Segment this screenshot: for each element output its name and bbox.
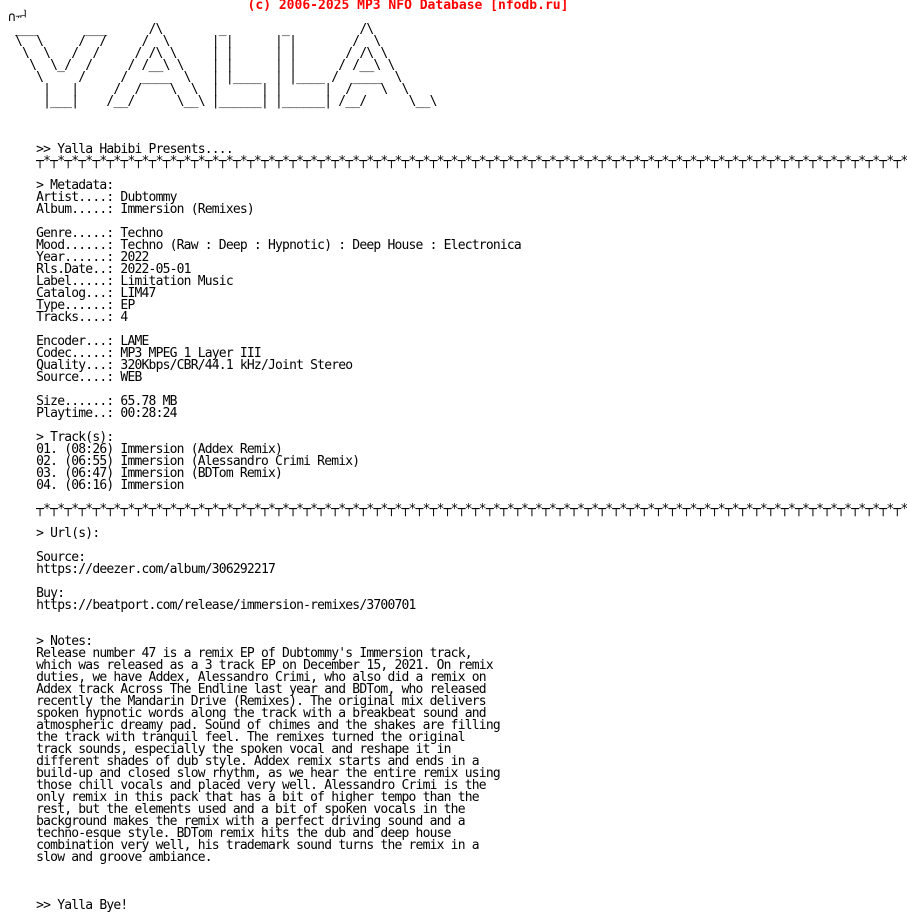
track-item: 04. (06:16) Immersion (36, 478, 184, 493)
notes-line: spoken hypnotic words along the track with a breakbeat sound and (36, 706, 486, 721)
source-label: Source: (36, 550, 86, 565)
notes-line: build-up and closed slow rhythm, as we hear the entire remix using (36, 766, 500, 781)
source-url: https://deezer.com/album/306292217 (36, 562, 276, 577)
meta-mood: Mood......: Techno (Raw : Deep : Hypnotic) : Deep House : Electronica (36, 238, 521, 253)
buy-label: Buy: (36, 586, 65, 601)
meta-size: Size......: 65.78 MB (36, 394, 177, 409)
notes-line: recently the Mandarin Drive (Remixes). The original mix delivers (36, 694, 486, 709)
meta-encoder: Encoder...: LAME (36, 334, 149, 349)
meta-playtime: Playtime..: 00:28:24 (36, 406, 177, 421)
meta-source: Source....: WEB (36, 370, 142, 385)
meta-genre: Genre.....: Techno (36, 226, 163, 241)
notes-line: track sounds, especially the spoken vocal and reshape it in (36, 742, 451, 757)
notes-line: Addex track Across The Endline last year and BDTom, who released (36, 682, 486, 697)
meta-year: Year......: 2022 (36, 250, 149, 265)
track-item: 01. (08:26) Immersion (Addex Remix) (36, 442, 283, 457)
notes-line: Release number 47 is a remix EP of Dubtommy's Immersion track, (36, 646, 472, 661)
notes-line: the track with tranquil feel. The remixes turned the original (36, 730, 465, 745)
notes-line: background makes the remix with a perfect driving sound and a (36, 814, 465, 829)
notes-line: which was released as a 3 track EP on December 15, 2021. On remix (36, 658, 493, 673)
meta-type: Type......: EP (36, 298, 135, 313)
notes-line: combination very well, his trademark sound turns the remix in a (36, 838, 479, 853)
buy-url: https://beatport.com/release/immersion-remixes/3700701 (36, 598, 416, 613)
meta-quality: Quality...: 320Kbps/CBR/44.1 kHz/Joint Stereo (36, 358, 353, 373)
presents-line: >> Yalla Habibi Presents.... (36, 142, 233, 157)
notes-heading: > Notes: (36, 634, 93, 649)
track-item: 02. (06:55) Immersion (Alessandro Crimi Remix) (36, 454, 360, 469)
tracklist-heading: > Track(s): (36, 430, 114, 445)
notes-line: rest, but the elements used and a bit of spoken vocals in the (36, 802, 465, 817)
notes-line: only remix in this pack that has a bit of higher tempo than the (36, 790, 479, 805)
track-item: 03. (06:47) Immersion (BDTom Remix) (36, 466, 283, 481)
meta-label: Label.....: Limitation Music (36, 274, 233, 289)
nfo-document (8, 12, 907, 912)
bye-line: >> Yalla Bye! (36, 898, 128, 913)
notes-line: different shades of dub style. Addex remix starts and ends in a (36, 754, 479, 769)
meta-tracks: Tracks....: 4 (36, 310, 128, 325)
meta-rls-date: Rls.Date..: 2022-05-01 (36, 262, 191, 277)
yalla-ascii-logo: ∩ᆔ ___ ___ /\ _ _ /\ \ \ / / / \ | | | | / \ \ \ / / / /\ \ | | | | / /\ \ \ \_/ / / /__\ \ | | | | / /__\ \ \ / / ____ \ | |____ | |____ / ____ \ | | / / \ \ | | | | / \ \ |___| /__/ \__\ |______| |______| /__/ \__\ (8, 10, 437, 109)
urls-heading: > Url(s): (36, 526, 100, 541)
meta-codec: Codec.....: MP3 MPEG 1 Layer III (36, 346, 261, 361)
notes-line: techno-esque style. BDTom remix hits the dub and deep house (36, 826, 451, 841)
top-divider: ┬*┬*┬*┬*┬*┬*┬*┬*┬*┬*┬*┬*┬*┬*┬*┬*┬*┬*┬*┬*┬*┬*┬*┬*┬*┬*┬*┬*┬*┬*┬*┬*┬*┬*┬*┬*┬*┬*┬*┬*┬*┬*┬*┬*┬*┬*┬*┬*┬*┬*┬*┬*┬*┬*┬*┬*┬*┬*┬*┬*┬*┬* (36, 154, 907, 169)
meta-album: Album.....: Immersion (Remixes) (36, 202, 254, 217)
bottom-divider: ┬*┬*┬*┬*┬*┬*┬*┬*┬*┬*┬*┬*┬*┬*┬*┬*┬*┬*┬*┬*┬*┬*┬*┬*┬*┬*┬*┬*┬*┬*┬*┬*┬*┬*┬*┬*┬*┬*┬*┬*┬*┬*┬*┬*┬*┬*┬*┬*┬*┬*┬*┬*┬*┬*┬*┬*┬*┬*┬*┬*┬*┬* (36, 502, 907, 517)
notes-line: duties, we have Addex, Alessandro Crimi, who also did a remix on (36, 670, 486, 685)
notes-line: slow and groove ambiance. (36, 850, 212, 865)
metadata-heading: > Metadata: (36, 178, 114, 193)
nfodb-header-link[interactable]: (c) 2006-2025 MP3 NFO Database [nfodb.ru] (247, 0, 569, 13)
meta-catalog: Catalog...: LIM47 (36, 286, 156, 301)
notes-line: atmospheric dreamy pad. Sound of chimes and the shakes are filling (36, 718, 500, 733)
meta-artist: Artist....: Dubtommy (36, 190, 177, 205)
notes-line: those chill vocals and placed very well. Alessandro Crimi is the (36, 778, 486, 793)
